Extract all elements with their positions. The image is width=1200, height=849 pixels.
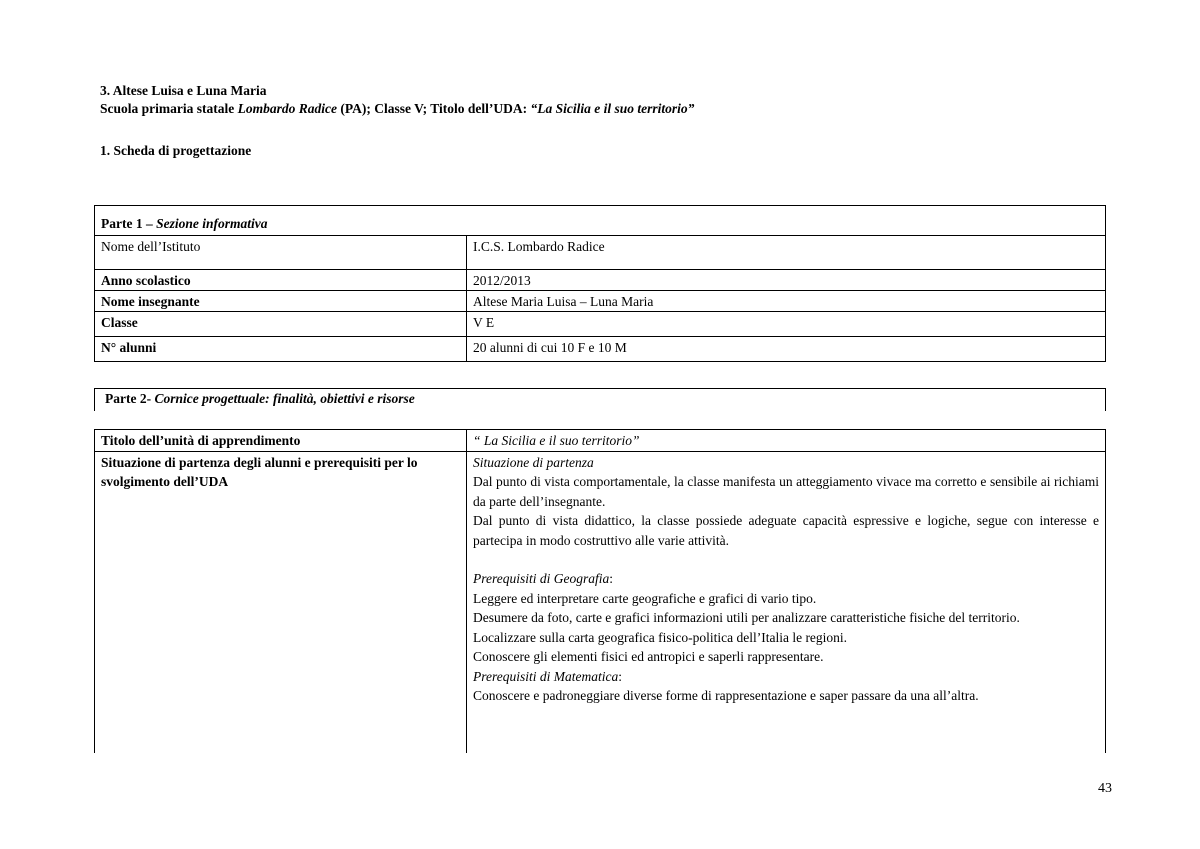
geography-item: Localizzare sulla carta geografica fisico-politica dell’Italia le regioni. xyxy=(473,629,848,645)
row-value: Altese Maria Luisa – Luna Maria xyxy=(467,291,1106,312)
prerequisites-content xyxy=(467,451,1106,753)
situation-paragraph: Dal punto di vista comportamentale, la classe manifesta un atteggiamento vivace ma corretto e sensibile ai richiami da parte dell’insegnante. xyxy=(473,474,1099,509)
geography-item: Leggere ed interpretare carte geografiche e grafici di vario tipo. xyxy=(473,590,817,606)
row-label: Classe xyxy=(95,312,467,337)
row-value: V E xyxy=(467,312,1106,337)
geography-item: Desumere da foto, carte e grafici informazioni utili per analizzare caratteristiche fisiche del territorio. xyxy=(473,610,1020,625)
row-value: 20 alunni di cui 10 F e 10 M xyxy=(467,337,1106,362)
geography-item: Conoscere gli elementi fisici ed antropici e saperli rappresentare. xyxy=(473,649,824,664)
uda-title-value: “ La Sicilia e il suo territorio” xyxy=(467,430,1106,452)
geography-heading: Prerequisiti di Geografia: xyxy=(473,571,614,586)
uda-title-label: Titolo dell’unità di apprendimento xyxy=(95,430,467,452)
situation-paragraph: Dal punto di vista didattico, la classe possiede adeguate capacità espressive e logiche, segue con interesse e partecipa in modo costruttivo alle varie attività. xyxy=(473,513,1099,548)
row-label: Nome insegnante xyxy=(95,291,467,312)
page-number: 43 xyxy=(1098,781,1112,796)
row-value: 2012/2013 xyxy=(467,270,1106,291)
frame-section-title: Parte 2- Cornice progettuale: finalità, obiettivi e risorse xyxy=(105,391,415,406)
info-table xyxy=(94,205,1106,362)
row-label: N° alunni xyxy=(95,337,467,362)
school-line: Scuola primaria statale Lombardo Radice (PA); Classe V; Titolo dell’UDA: “La Sicilia e il suo territorio” xyxy=(100,101,695,116)
row-value: I.C.S. Lombardo Radice xyxy=(467,236,1106,270)
prerequisites-label: Situazione di partenza degli alunni e prerequisiti per lo svolgimento dell’UDA xyxy=(95,451,467,753)
author-line: 3. Altese Luisa e Luna Maria xyxy=(100,83,267,98)
section-title: 1. Scheda di progettazione xyxy=(100,143,252,158)
row-label: Anno scolastico xyxy=(95,270,467,291)
row-label: Nome dell’Istituto xyxy=(95,236,467,270)
situation-heading: Situazione di partenza xyxy=(473,454,594,470)
math-item: Conoscere e padroneggiare diverse forme di rappresentazione e saper passare da una all’altra. xyxy=(473,688,979,703)
math-heading: Prerequisiti di Matematica: xyxy=(473,668,622,684)
info-table-title: Parte 1 – Sezione informativa xyxy=(95,206,1106,236)
uda-table xyxy=(94,429,1106,753)
frame-section-bar xyxy=(94,388,1106,411)
